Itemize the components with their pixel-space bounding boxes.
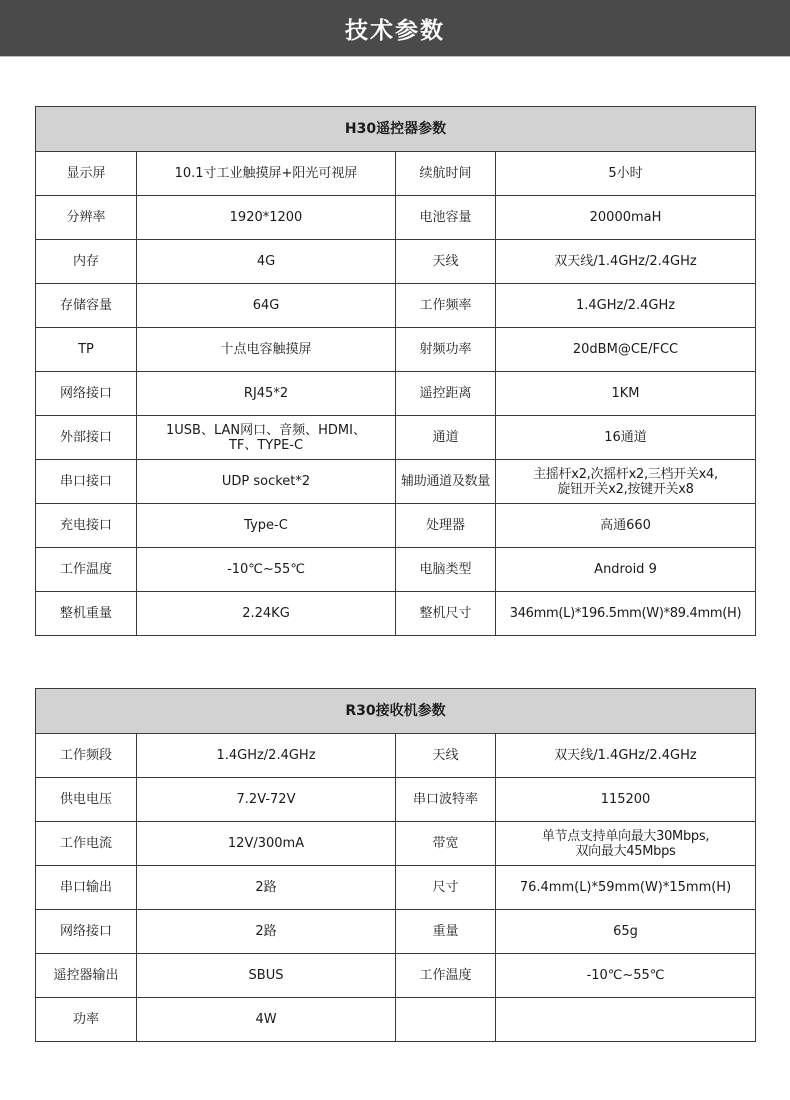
- param-value: Android 9: [496, 548, 756, 592]
- table-row: [36, 592, 756, 636]
- param-value: 1920*1200: [137, 196, 396, 240]
- param-label: 显示屏: [36, 152, 137, 196]
- table-header-row: [36, 107, 756, 152]
- page-title: 技术参数: [345, 17, 445, 44]
- param-label: 充电接口: [36, 504, 137, 548]
- param-value: 12V/300mA: [137, 822, 396, 866]
- param-label: [396, 998, 496, 1042]
- param-label: 网络接口: [36, 372, 137, 416]
- param-value: 2路: [137, 910, 396, 954]
- page-title-banner: [0, 0, 790, 56]
- param-value: 1KM: [496, 372, 756, 416]
- table-row: [36, 504, 756, 548]
- param-label: 续航时间: [396, 152, 496, 196]
- param-label: 天线: [396, 734, 496, 778]
- param-label: 通道: [396, 416, 496, 460]
- h30-spec-table: [35, 106, 756, 636]
- param-value: 高通660: [496, 504, 756, 548]
- table-row: [36, 240, 756, 284]
- param-value: SBUS: [137, 954, 396, 998]
- param-value: 5小时: [496, 152, 756, 196]
- param-value: -10℃~55℃: [137, 548, 396, 592]
- param-label: 遥控距离: [396, 372, 496, 416]
- param-label: 整机尺寸: [396, 592, 496, 636]
- param-label: 功率: [36, 998, 137, 1042]
- table-row: [36, 548, 756, 592]
- param-value: 346mm(L)*196.5mm(W)*89.4mm(H): [496, 592, 756, 636]
- param-value: -10℃~55℃: [496, 954, 756, 998]
- param-value: Type-C: [137, 504, 396, 548]
- param-label: TP: [36, 328, 137, 372]
- param-value: RJ45*2: [137, 372, 396, 416]
- param-label: 工作频率: [396, 284, 496, 328]
- param-label: 天线: [396, 240, 496, 284]
- table-row: [36, 822, 756, 866]
- param-value: 4G: [137, 240, 396, 284]
- param-value: 10.1寸工业触摸屏+阳光可视屏: [137, 152, 396, 196]
- param-value: 4W: [137, 998, 396, 1042]
- param-label: 存储容量: [36, 284, 137, 328]
- table-row: [36, 416, 756, 460]
- param-value: 单节点支持单向最大30Mbps, 双向最大45Mbps: [496, 822, 756, 866]
- table-row: [36, 910, 756, 954]
- divider: [0, 56, 790, 57]
- param-value: 65g: [496, 910, 756, 954]
- table-row: [36, 196, 756, 240]
- table-row: [36, 328, 756, 372]
- r30-spec-table: [35, 688, 756, 1042]
- table-row: [36, 734, 756, 778]
- param-label: 工作电流: [36, 822, 137, 866]
- h30-table-body: [36, 152, 756, 636]
- table-row: [36, 152, 756, 196]
- param-value: 115200: [496, 778, 756, 822]
- param-value: 20dBM@CE/FCC: [496, 328, 756, 372]
- param-value: 双天线/1.4GHz/2.4GHz: [496, 734, 756, 778]
- param-label: 分辨率: [36, 196, 137, 240]
- param-label: 整机重量: [36, 592, 137, 636]
- param-label: 射频功率: [396, 328, 496, 372]
- param-value: 76.4mm(L)*59mm(W)*15mm(H): [496, 866, 756, 910]
- param-label: 串口波特率: [396, 778, 496, 822]
- table-header-row: [36, 689, 756, 734]
- param-label: 网络接口: [36, 910, 137, 954]
- param-label: 串口接口: [36, 460, 137, 504]
- table-row: [36, 460, 756, 504]
- param-value: 主摇杆x2,次摇杆x2,三档开关x4, 旋钮开关x2,按键开关x8: [496, 460, 756, 504]
- r30-table-body: [36, 734, 756, 1042]
- param-value: [496, 998, 756, 1042]
- param-label: 工作温度: [36, 548, 137, 592]
- param-value: 1.4GHz/2.4GHz: [496, 284, 756, 328]
- param-label: 尺寸: [396, 866, 496, 910]
- param-value: 2.24KG: [137, 592, 396, 636]
- table-row: [36, 998, 756, 1042]
- param-label: 辅助通道及数量: [396, 460, 496, 504]
- param-value: 十点电容触摸屏: [137, 328, 396, 372]
- table-row: [36, 954, 756, 998]
- param-value: 16通道: [496, 416, 756, 460]
- r30-table-title: R30接收机参数: [36, 689, 756, 734]
- table-row: [36, 284, 756, 328]
- param-label: 供电电压: [36, 778, 137, 822]
- param-label: 内存: [36, 240, 137, 284]
- param-label: 处理器: [396, 504, 496, 548]
- param-value: 64G: [137, 284, 396, 328]
- table-row: [36, 372, 756, 416]
- param-label: 电池容量: [396, 196, 496, 240]
- param-label: 带宽: [396, 822, 496, 866]
- param-label: 工作温度: [396, 954, 496, 998]
- param-value: 2路: [137, 866, 396, 910]
- param-label: 遥控器输出: [36, 954, 137, 998]
- param-value: UDP socket*2: [137, 460, 396, 504]
- param-value: 1.4GHz/2.4GHz: [137, 734, 396, 778]
- h30-table-title: H30遥控器参数: [36, 107, 756, 152]
- param-value: 1USB、LAN网口、音频、HDMI、 TF、TYPE-C: [137, 416, 396, 460]
- param-value: 7.2V-72V: [137, 778, 396, 822]
- param-label: 重量: [396, 910, 496, 954]
- table-row: [36, 866, 756, 910]
- param-label: 外部接口: [36, 416, 137, 460]
- param-label: 工作频段: [36, 734, 137, 778]
- param-label: 串口输出: [36, 866, 137, 910]
- param-value: 20000maH: [496, 196, 756, 240]
- param-value: 双天线/1.4GHz/2.4GHz: [496, 240, 756, 284]
- param-label: 电脑类型: [396, 548, 496, 592]
- table-row: [36, 778, 756, 822]
